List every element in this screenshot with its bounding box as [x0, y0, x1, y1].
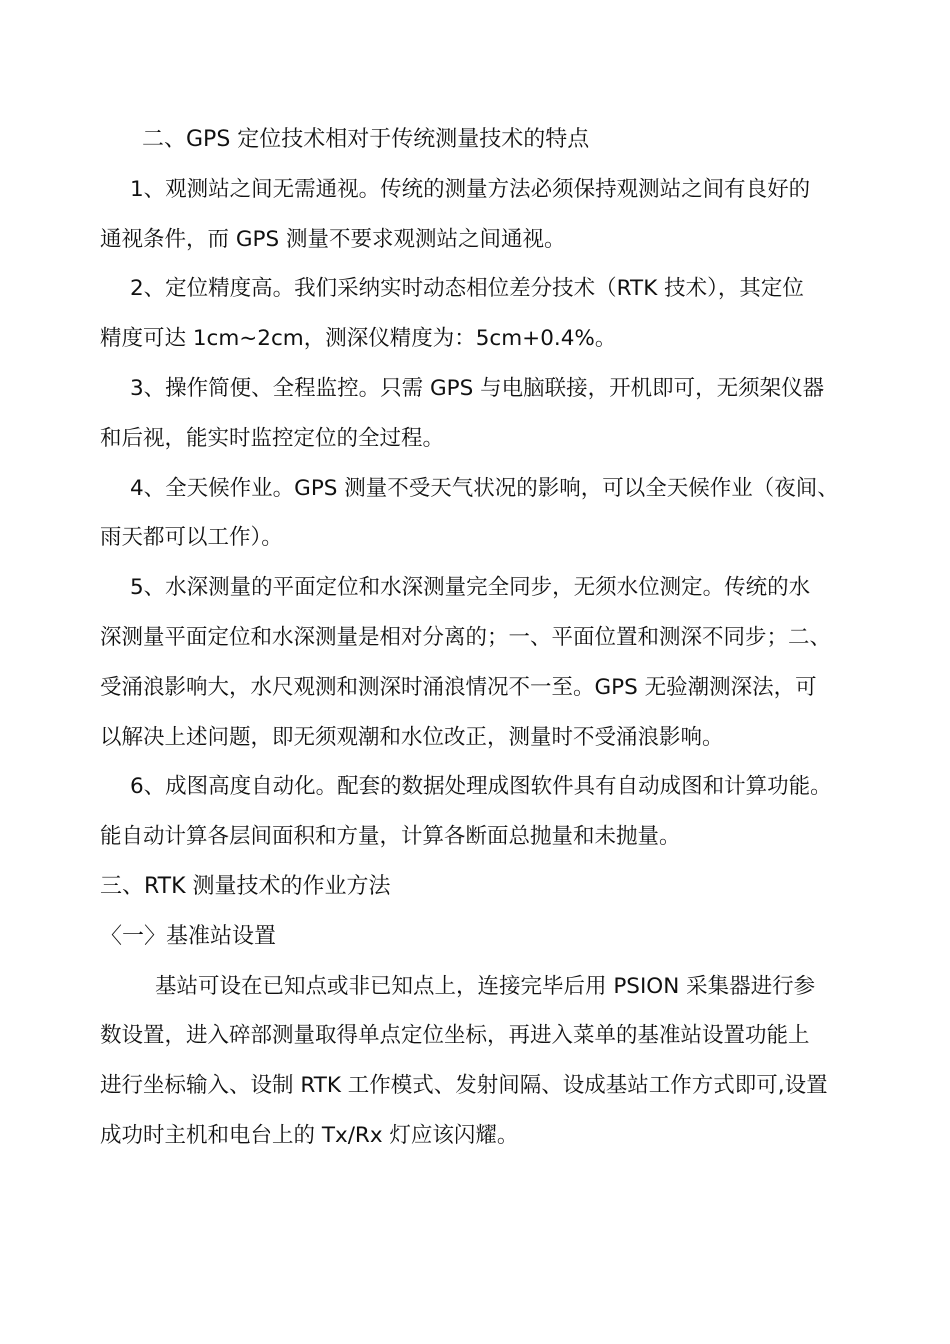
paragraph-line: 以解决上述问题，即无须观潮和水位改正，测量时不受涌浪影响。: [100, 724, 724, 750]
paragraph-line: 基站可设在已知点或非已知点上，连接完毕后用 PSION 采集器进行参: [155, 973, 816, 999]
section-heading-2: 二、GPS 定位技术相对于传统测量技术的特点: [142, 127, 590, 152]
paragraph-line: 6、成图高度自动化。配套的数据处理成图软件具有自动成图和计算功能。: [130, 774, 832, 800]
subsection-heading: 〈一〉基准站设置: [100, 923, 277, 949]
paragraph-line: 5、水深测量的平面定位和水深测量完全同步，无须水位测定。传统的水: [130, 575, 811, 601]
paragraph-line: 进行坐标输入、设制 RTK 工作模式、发射间隔、设成基站工作方式即可,设置: [100, 1073, 828, 1099]
paragraph-line: 成功时主机和电台上的 Tx/Rx 灯应该闪耀。: [100, 1122, 519, 1148]
paragraph-line: 受涌浪影响大，水尺观测和测深时涌浪情况不一至。GPS 无验潮测深法，可: [100, 674, 817, 700]
paragraph-line: 深测量平面定位和水深测量是相对分离的；一、平面位置和测深不同步；二、: [100, 624, 832, 650]
paragraph-line: 4、全天候作业。GPS 测量不受天气状况的影响，可以全天候作业（夜间、: [130, 475, 839, 501]
paragraph-3: [100, 364, 860, 464]
paragraph-4: [100, 464, 860, 564]
paragraph-1: [100, 165, 860, 265]
paragraph-line: 和后视，能实时监控定位的全过程。: [100, 425, 445, 451]
paragraph-6: [100, 762, 860, 862]
paragraph-line: 雨天都可以工作）。: [100, 525, 283, 551]
paragraph-line: 能自动计算各层间面积和方量，计算各断面总抛量和未抛量。: [100, 824, 681, 850]
section-heading-3: 三、RTK 测量技术的作业方法: [100, 873, 391, 899]
paragraph-line: 通视条件，而 GPS 测量不要求观测站之间通视。: [100, 226, 566, 252]
paragraph-5: [100, 563, 860, 762]
paragraph-2: [100, 264, 860, 364]
paragraph-line: 3、操作简便、全程监控。只需 GPS 与电脑联接，开机即可，无须架仪器: [130, 375, 825, 401]
paragraph-line: 精度可达 1cm~2cm，测深仪精度为：5cm+0.4%。: [100, 326, 617, 352]
paragraph-7: [100, 962, 860, 1161]
document-body: [100, 115, 860, 1161]
paragraph-line: 数设置，进入碎部测量取得单点定位坐标，再进入菜单的基准站设置功能上: [100, 1023, 810, 1049]
paragraph-line: 1、观测站之间无需通视。传统的测量方法必须保持观测站之间有良好的: [130, 176, 811, 202]
paragraph-line: 2、定位精度高。我们采纳实时动态相位差分技术（RTK 技术），其定位: [130, 276, 804, 302]
